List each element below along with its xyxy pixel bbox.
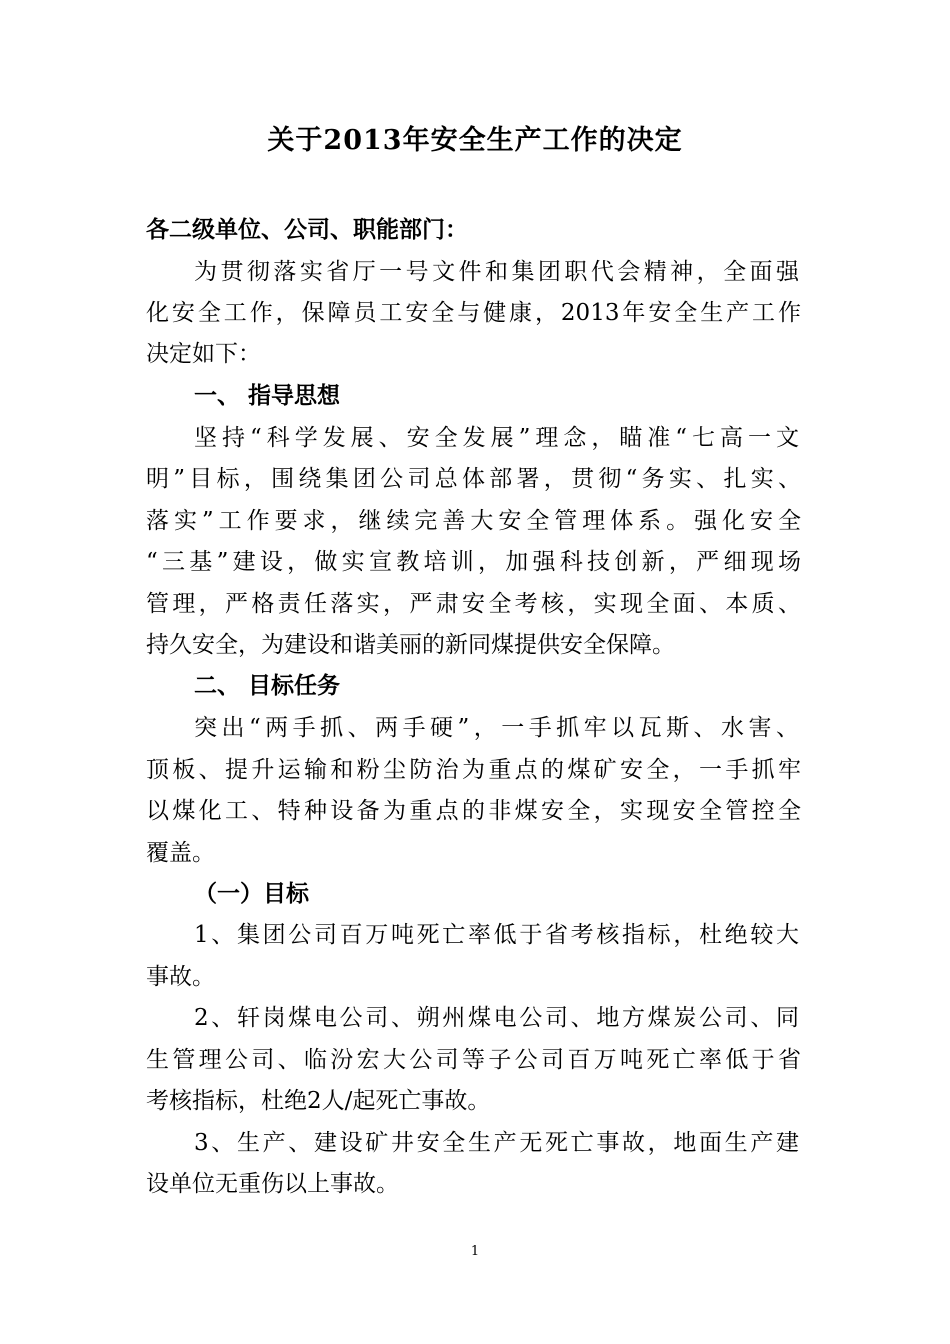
section2-heading: 二、 目标任务: [194, 672, 341, 699]
salutation: 各二级单位、公司、职能部门：: [146, 216, 468, 243]
target-item-1-line-2: 事故。: [146, 964, 215, 990]
intro-line-1: 为贯彻落实省厅一号文件和集团职代会精神，全面强: [194, 259, 799, 285]
page-number: 1: [470, 1244, 480, 1259]
document-title: 关于2013年安全生产工作的决定: [267, 125, 683, 156]
section1-line-3: 落实”工作要求，继续完善大安全管理体系。强化安全: [146, 508, 801, 534]
section2-line-1: 突出“两手抓、两手硬”，一手抓牢以瓦斯、水害、: [194, 715, 799, 741]
section1-line-5: 管理，严格责任落实，严肃安全考核，实现全面、本质、: [146, 591, 801, 617]
target-item-2-line-1: 2、轩岗煤电公司、朔州煤电公司、地方煤炭公司、同: [194, 1005, 799, 1031]
target-item-2-line-2: 生管理公司、临汾宏大公司等子公司百万吨死亡率低于省: [146, 1047, 801, 1073]
section2-line-2: 顶板、提升运输和粉尘防治为重点的煤矿安全，一手抓牢: [146, 757, 801, 783]
section2-line-3: 以煤化工、特种设备为重点的非煤安全，实现安全管控全: [146, 798, 801, 824]
target-item-3-line-1: 3、生产、建设矿井安全生产无死亡事故，地面生产建: [194, 1130, 799, 1156]
intro-line-2: 化安全工作，保障员工安全与健康，2013年安全生产工作: [146, 300, 801, 326]
target-item-3-line-2: 设单位无重伤以上事故。: [146, 1171, 399, 1197]
section1-heading: 一、 指导思想: [194, 382, 341, 409]
target-item-1-line-1: 1、集团公司百万吨死亡率低于省考核指标，杜绝较大: [194, 922, 799, 948]
section2-line-4: 覆盖。: [146, 840, 215, 866]
section1-line-6: 持久安全，为建设和谐美丽的新同煤提供安全保障。: [146, 632, 675, 658]
section1-line-1: 坚持“科学发展、安全发展”理念，瞄准“七高一文: [194, 425, 799, 451]
target-item-2-line-3: 考核指标，杜绝2人/起死亡事故。: [146, 1088, 491, 1114]
subsection1-heading: （一）目标: [194, 880, 309, 907]
section1-line-4: “三基”建设，做实宣教培训，加强科技创新，严细现场: [146, 549, 801, 575]
intro-line-3: 决定如下：: [146, 341, 261, 367]
section1-line-2: 明”目标，围绕集团公司总体部署，贯彻“务实、扎实、: [146, 466, 801, 492]
